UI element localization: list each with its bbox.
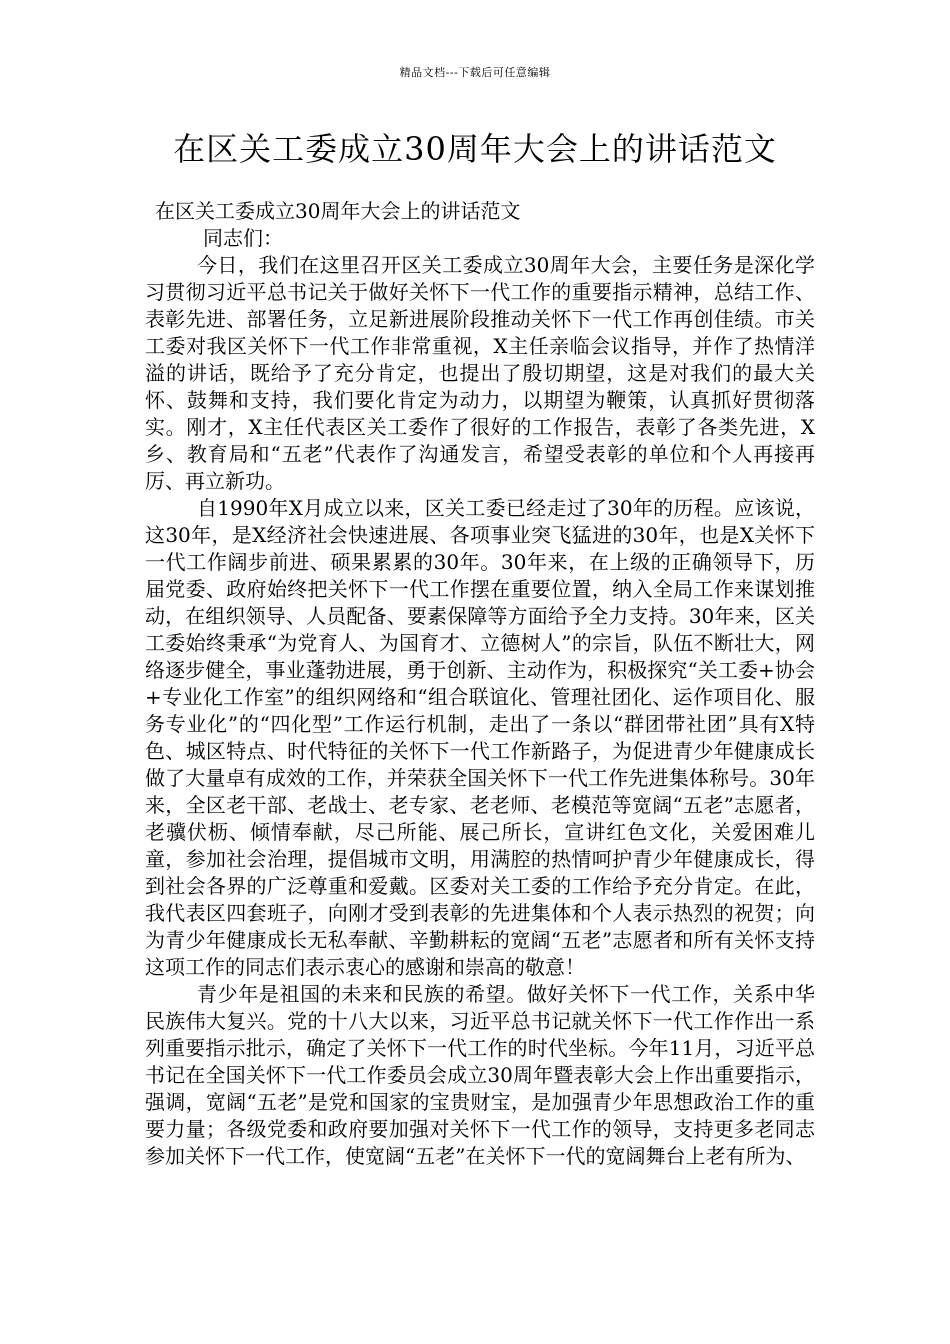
document-body <box>145 198 815 1170</box>
greeting-line: 同志们： <box>203 226 283 250</box>
document-title: 在区关工委成立30周年大会上的讲话范文 <box>173 130 777 168</box>
header-note: 精品文档---下载后可任意编辑 <box>399 66 551 79</box>
paragraph-1: 今日，我们在这里召开区关工委成立30周年大会，主要任务是深化学习贯彻习近平总书记关于做好关怀下一代工作的重要指示精神，总结工作、表彰先进、部署任务，立足新进展阶段推动关怀下一代工作再创佳绩。市关工委对我区关怀下一代工作非常重视，X主任亲临会议指导，并作了热情洋溢的讲话，既给予了充分肯定，也提出了殷切期望，这是对我们的最大关怀、鼓舞和支持，我们要化肯定为动力，以期望为鞭策，认真抓好贯彻落实。刚才，X主任代表区关工委作了很好的工作报告，表彰了各类先进，X乡、教育局和“五老”代表作了沟通发言，希望受表彰的单位和个人再接再厉、再立新功。 <box>145 253 815 493</box>
document-subtitle: 在区关工委成立30周年大会上的讲话范文 <box>155 199 521 223</box>
paragraph-2: 自1990年X月成立以来，区关工委已经走过了30年的历程。应该说，这30年，是X经济社会快速进展、各项事业突飞猛进的30年，也是X关怀下一代工作阔步前进、硕果累累的30年。30年来，在上级的正确领导下，历届党委、政府始终把关怀下一代工作摆在重要位置，纳入全局工作来谋划推动，在组织领导、人员配备、要素保障等方面给予全力支持。30年来，区关工委始终秉承“为党育人、为国育才、立德树人”的宗旨，队伍不断壮大，网络逐步健全，事业蓬勃进展，勇于创新、主动作为，积极探究“关工委+协会+专业化工作室”的组织网络和“组合联谊化、管理社团化、运作项目化、服务专业化”的“四化型”工作运行机制，走出了一条以“群团带社团”具有X特色、城区特点、时代特征的关怀下一代工作新路子，为促进青少年健康成长做了大量卓有成效的工作，并荣获全国关怀下一代工作先进集体称号。30年来，全区老干部、老战士、老专家、老老师、老模范等宽阔“五老”志愿者，老骥伏枥、倾情奉献，尽己所能、展己所长，宣讲红色文化，关爱困难儿童，参加社会治理，提倡城市文明，用满腔的热情呵护青少年健康成长，得到社会各界的广泛尊重和爱戴。区委对关工委的工作给予充分肯定。在此，我代表区四套班子，向刚才受到表彰的先进集体和个人表示热烈的祝贺；向为青少年健康成长无私奉献、辛勤耕耘的宽阔“五老”志愿者和所有关怀支持这项工作的同志们表示衷心的感谢和崇高的敬意！ <box>145 496 815 979</box>
paragraph-3: 青少年是祖国的未来和民族的希望。做好关怀下一代工作，关系中华民族伟大复兴。党的十八大以来，习近平总书记就关怀下一代工作作出一系列重要指示批示，确定了关怀下一代工作的时代坐标。今年11月，习近平总书记在全国关怀下一代工作委员会成立30周年暨表彰大会上作出重要指示，强调，宽阔“五老”是党和国家的宝贵财宝，是加强青少年思想政治工作的重要力量；各级党委和政府要加强对关怀下一代工作的领导，支持更多老同志参加关怀下一代工作，使宽阔“五老”在关怀下一代的宽阔舞台上老有所为、 <box>145 982 815 1168</box>
